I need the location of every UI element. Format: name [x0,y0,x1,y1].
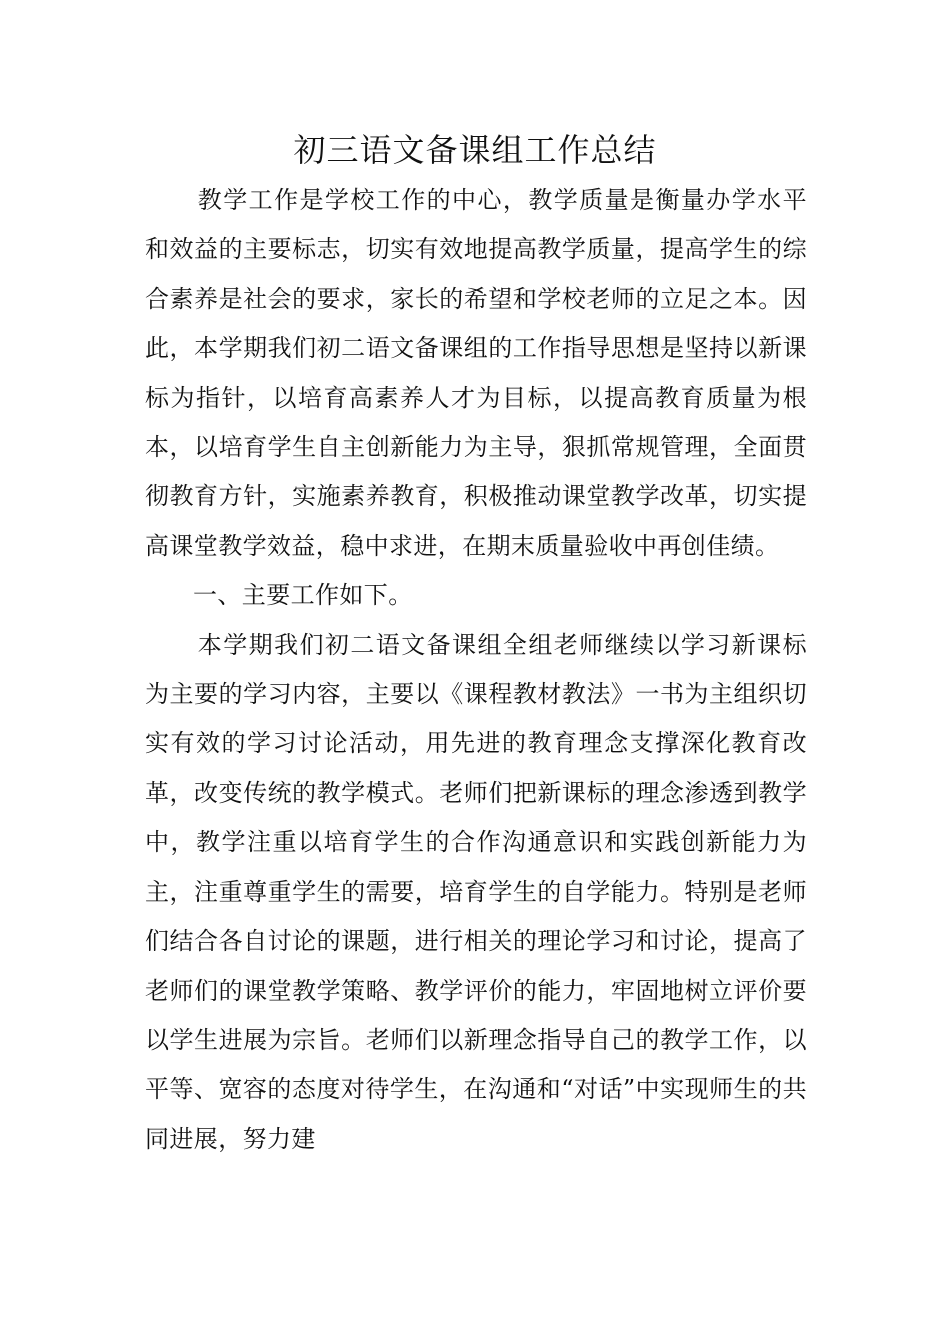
paragraph-main-work: 本学期我们初二语文备课组全组老师继续以学习新课标为主要的学习内容，主要以《课程教材教法》一书为主组织切实有效的学习讨论活动，用先进的教育理念支撑深化教育改革，改变传统的教学模式。老师们把新课标的理念渗透到教学中，教学注重以培育学生的合作沟通意识和实践创新能力为主，注重尊重学生的需要，培育学生的自学能力。特别是老师们结合各自讨论的课题，进行相关的理论学习和讨论，提高了老师们的课堂教学策略、教学评价的能力，牢固地树立评价要以学生进展为宗旨。老师们以新理念指导自己的教学工作，以平等、宽容的态度对待学生，在沟通和“对话”中实现师生的共同进展，努力建 [145,630,807,1153]
document-title: 初三语文备课组工作总结 [293,131,657,169]
paragraph-intro: 教学工作是学校工作的中心，教学质量是衡量办学水平和效益的主要标志，切实有效地提高教学质量，提高学生的综合素养是社会的要求，家长的希望和学校老师的立足之本。因此，本学期我们初二语文备课组的工作指导思想是坚持以新课标为指针，以培育高素养人才为目标，以提高教育质量为根本，以培育学生自主创新能力为主导，狠抓常规管理，全面贯彻教育方针，实施素养教育，积极推动课堂教学改革，切实提高课堂教学效益，稳中求进，在期末质量验收中再创佳绩。 [145,186,807,560]
document-body [145,176,807,1164]
section-heading: 一、主要工作如下。 [193,581,413,610]
